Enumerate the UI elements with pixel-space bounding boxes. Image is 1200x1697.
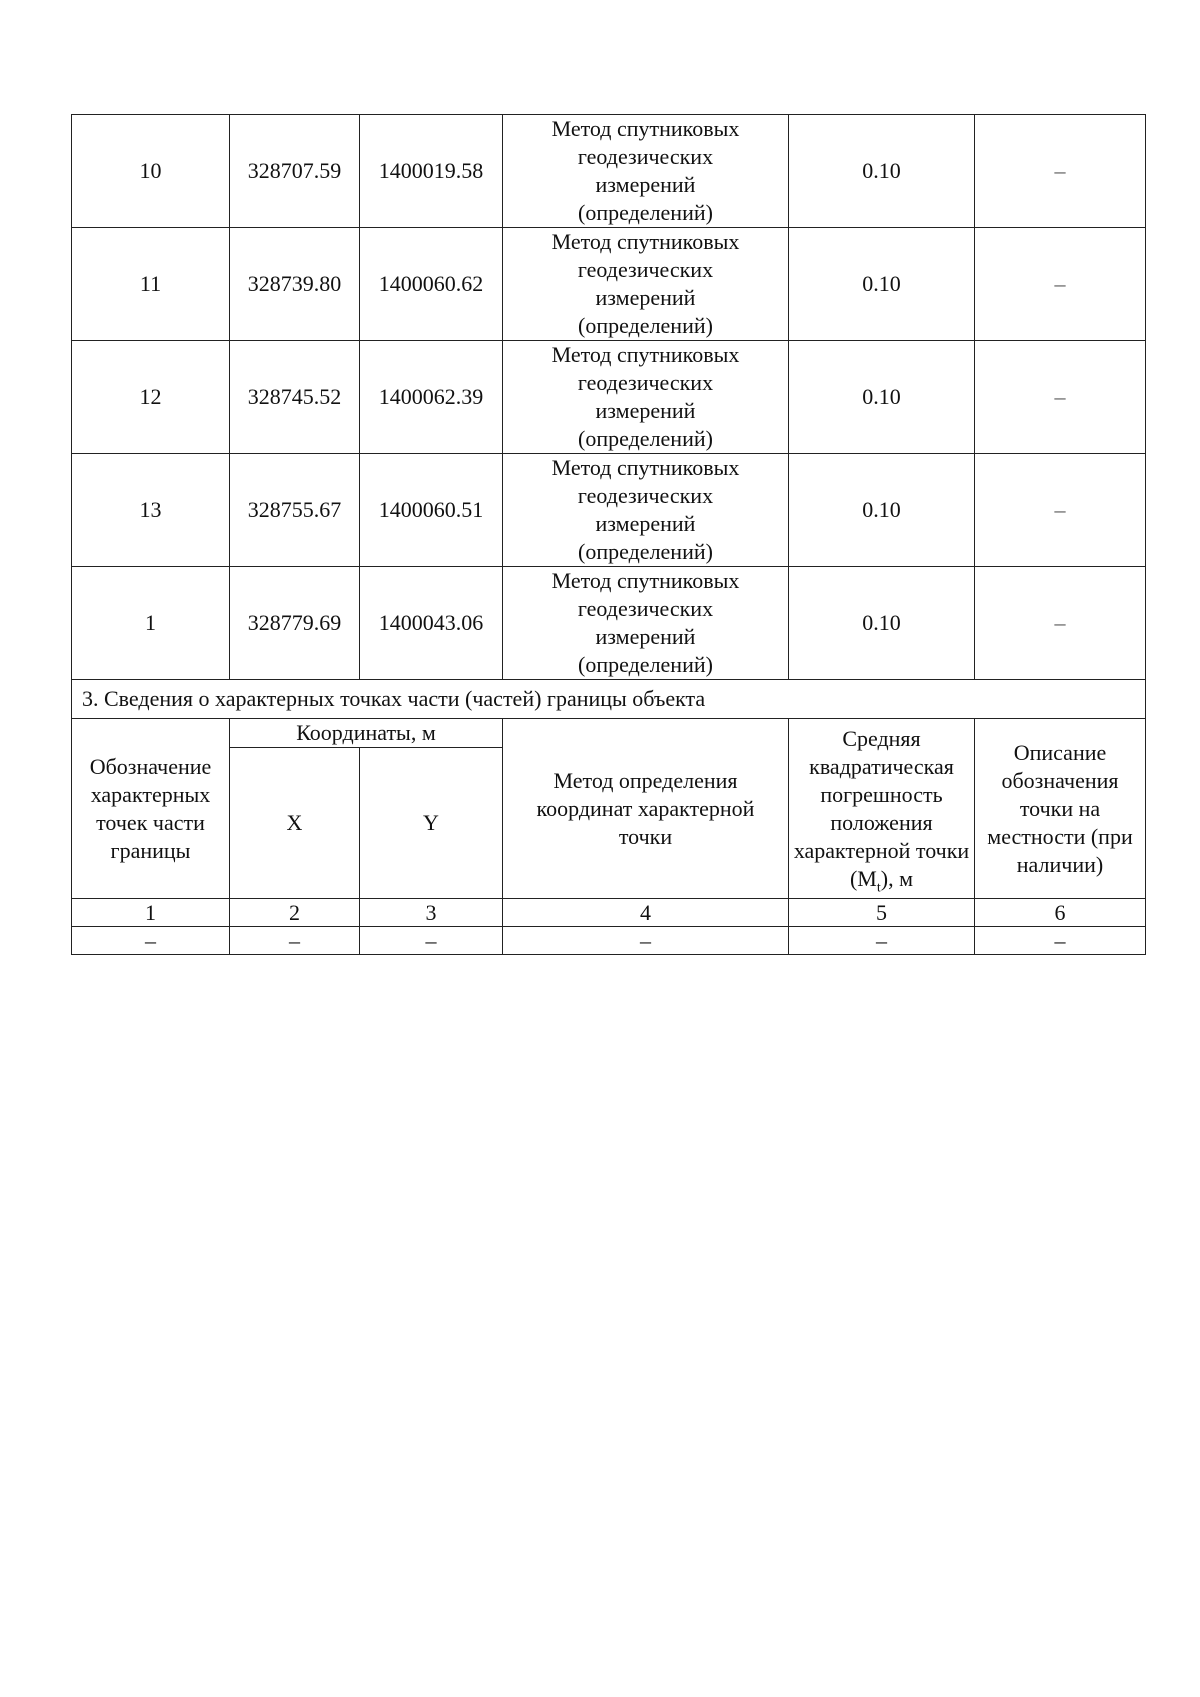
empty-cell: – bbox=[975, 927, 1146, 955]
header-x: X bbox=[230, 748, 360, 899]
header-accuracy-tail: ), м bbox=[880, 865, 914, 891]
point-number: 13 bbox=[72, 454, 230, 567]
point-accuracy: 0.10 bbox=[789, 567, 975, 680]
point-accuracy: 0.10 bbox=[789, 115, 975, 228]
point-y: 1400060.51 bbox=[360, 454, 503, 567]
point-x: 328739.80 bbox=[230, 228, 360, 341]
point-number: 1 bbox=[72, 567, 230, 680]
point-description: – bbox=[975, 115, 1146, 228]
point-x: 328779.69 bbox=[230, 567, 360, 680]
header-method: Метод определения координат характерной точки bbox=[503, 719, 789, 899]
col-num-4: 4 bbox=[503, 899, 789, 927]
points-table bbox=[71, 114, 1146, 955]
point-x: 328755.67 bbox=[230, 454, 360, 567]
header-accuracy bbox=[789, 719, 975, 899]
point-row bbox=[72, 341, 1146, 454]
point-row bbox=[72, 115, 1146, 228]
header-row-1 bbox=[72, 719, 1146, 748]
empty-cell: – bbox=[503, 927, 789, 955]
point-number: 10 bbox=[72, 115, 230, 228]
point-y: 1400062.39 bbox=[360, 341, 503, 454]
col-num-1: 1 bbox=[72, 899, 230, 927]
point-y: 1400019.58 bbox=[360, 115, 503, 228]
point-y: 1400043.06 bbox=[360, 567, 503, 680]
empty-cell: – bbox=[230, 927, 360, 955]
point-accuracy: 0.10 bbox=[789, 228, 975, 341]
col-num-5: 5 bbox=[789, 899, 975, 927]
point-description: – bbox=[975, 341, 1146, 454]
point-method: Метод спутниковых геодезических измерений (определений) bbox=[503, 115, 789, 228]
header-accuracy-text: Средняя квадратическая погрешность положения характерной точки (M bbox=[793, 725, 970, 891]
point-row bbox=[72, 567, 1146, 680]
section-3-title: 3. Сведения о характерных точках части (частей) границы объекта bbox=[72, 680, 1146, 719]
empty-cell: – bbox=[72, 927, 230, 955]
col-num-2: 2 bbox=[230, 899, 360, 927]
column-number-row bbox=[72, 899, 1146, 927]
section-3-row bbox=[72, 680, 1146, 719]
empty-cell: – bbox=[360, 927, 503, 955]
point-row bbox=[72, 454, 1146, 567]
header-designation: Обозначение характерных точек части границы bbox=[72, 719, 230, 899]
point-x: 328745.52 bbox=[230, 341, 360, 454]
header-accuracy-sub: t bbox=[876, 879, 881, 895]
coordinates-document bbox=[71, 114, 1145, 955]
point-x: 328707.59 bbox=[230, 115, 360, 228]
point-description: – bbox=[975, 454, 1146, 567]
point-description: – bbox=[975, 567, 1146, 680]
point-method: Метод спутниковых геодезических измерений (определений) bbox=[503, 567, 789, 680]
point-method: Метод спутниковых геодезических измерений (определений) bbox=[503, 228, 789, 341]
header-y: Y bbox=[360, 748, 503, 899]
header-coordinates: Координаты, м bbox=[230, 719, 503, 748]
point-row bbox=[72, 228, 1146, 341]
point-accuracy: 0.10 bbox=[789, 341, 975, 454]
point-number: 12 bbox=[72, 341, 230, 454]
point-number: 11 bbox=[72, 228, 230, 341]
point-accuracy: 0.10 bbox=[789, 454, 975, 567]
header-description: Описание обозначения точки на местности (при наличии) bbox=[975, 719, 1146, 899]
col-num-3: 3 bbox=[360, 899, 503, 927]
point-y: 1400060.62 bbox=[360, 228, 503, 341]
point-method: Метод спутниковых геодезических измерений (определений) bbox=[503, 454, 789, 567]
empty-data-row bbox=[72, 927, 1146, 955]
point-description: – bbox=[975, 228, 1146, 341]
point-method: Метод спутниковых геодезических измерений (определений) bbox=[503, 341, 789, 454]
empty-cell: – bbox=[789, 927, 975, 955]
col-num-6: 6 bbox=[975, 899, 1146, 927]
